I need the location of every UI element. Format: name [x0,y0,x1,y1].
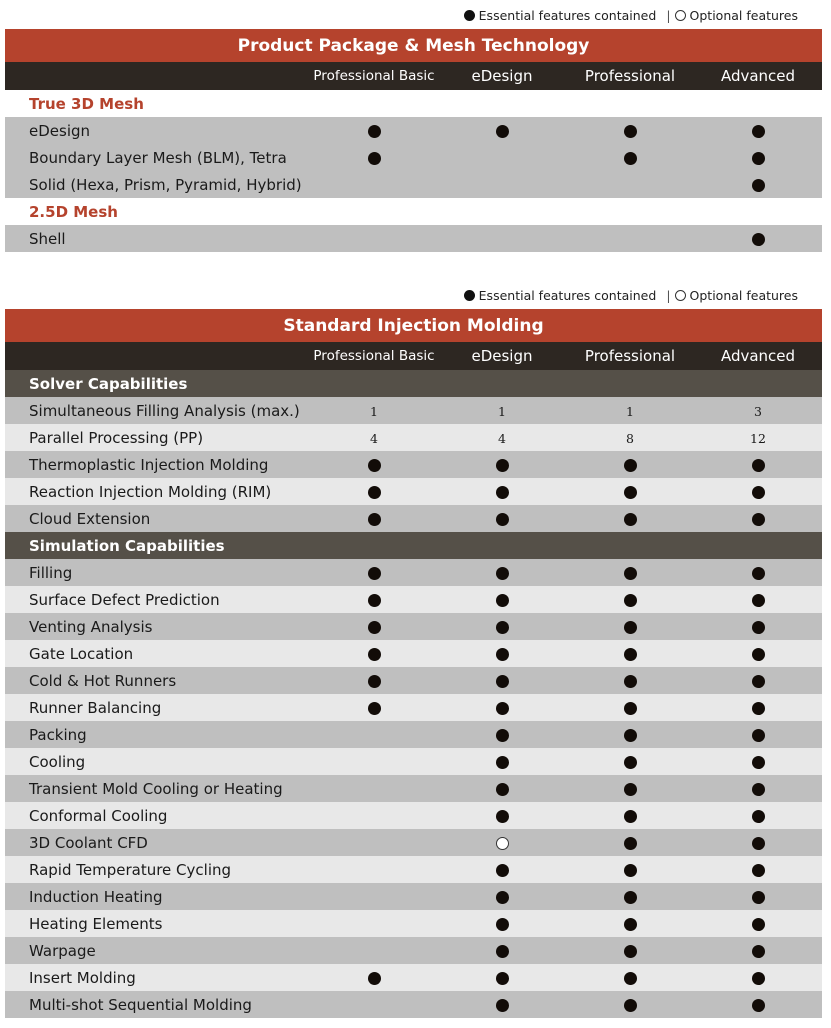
table-cell [694,229,822,248]
row-label: Reaction Injection Molding (RIM) [29,482,272,501]
filled-circle-icon [752,918,765,931]
filled-circle-icon [464,290,475,301]
filled-circle-icon [624,837,637,850]
table-cell [438,671,566,690]
table-cell [694,752,822,771]
table-cell [566,860,694,879]
table-cell [566,752,694,771]
cell-value: 3 [754,404,762,419]
table-cell [566,509,694,528]
filled-circle-icon [624,594,637,607]
filled-circle-icon [368,972,381,985]
row-label: Gate Location [29,644,134,663]
table-body [5,90,822,252]
table-cell [310,509,438,528]
table-cell [438,968,566,987]
filled-circle-icon [496,486,509,499]
table-cell [566,995,694,1014]
filled-circle-icon [368,702,381,715]
table-cell [566,941,694,960]
table-cell [694,121,822,140]
filled-circle-icon [368,152,381,165]
cell-value: 4 [498,431,506,446]
filled-circle-icon [752,864,765,877]
table-row [5,937,822,964]
table-cell [694,509,822,528]
table-cell [310,401,438,420]
cell-value: 1 [626,404,634,419]
table-row [5,397,822,424]
filled-circle-icon [496,972,509,985]
col-professional: Professional [584,67,676,85]
table-cell [438,563,566,582]
table-row [5,802,822,829]
table-row [5,856,822,883]
filled-circle-icon [496,513,509,526]
table-cell [694,779,822,798]
table-cell [566,887,694,906]
filled-circle-icon [368,648,381,661]
col-professional-basic: Professional Basic [313,348,435,364]
table-cell [566,968,694,987]
table-row [5,505,822,532]
table-cell [566,725,694,744]
filled-circle-icon [624,810,637,823]
legend-separator: | [666,287,671,303]
filled-circle-icon [624,567,637,580]
table-cell [694,148,822,167]
table-cell [438,860,566,879]
section-label: Simulation Capabilities [29,536,225,555]
table-row [5,721,822,748]
filled-circle-icon [496,675,509,688]
table-cell [438,121,566,140]
table-row [5,694,822,721]
empty-circle-icon [675,10,686,21]
row-label: Simultaneous Filling Analysis (max.) [29,401,300,420]
filled-circle-icon [496,756,509,769]
table-cell [694,671,822,690]
table-cell [438,752,566,771]
filled-circle-icon [752,233,765,246]
filled-circle-icon [496,918,509,931]
filled-circle-icon [368,459,381,472]
table-cell [694,175,822,194]
table-cell [438,914,566,933]
filled-circle-icon [624,891,637,904]
table-cell [694,455,822,474]
filled-circle-icon [624,783,637,796]
table-cell [438,779,566,798]
table-row [5,424,822,451]
table-cell [694,968,822,987]
table-cell [694,941,822,960]
row-label: Shell [29,229,66,248]
filled-circle-icon [368,594,381,607]
row-label: Warpage [29,941,96,960]
filled-circle-icon [496,702,509,715]
filled-circle-icon [368,621,381,634]
table-cell [310,455,438,474]
table-cell [694,563,822,582]
row-label: Packing [29,725,87,744]
row-label: Induction Heating [29,887,163,906]
filled-circle-icon [624,486,637,499]
row-label: Conformal Cooling [29,806,168,825]
legend-optional: Optional features [689,7,798,23]
filled-circle-icon [752,152,765,165]
filled-circle-icon [368,567,381,580]
table-title: Product Package & Mesh Technology [5,29,822,62]
filled-circle-icon [624,621,637,634]
table-cell [310,644,438,663]
filled-circle-icon [496,783,509,796]
table-cell [438,725,566,744]
row-label: Runner Balancing [29,698,162,717]
filled-circle-icon [496,459,509,472]
filled-circle-icon [752,891,765,904]
filled-circle-icon [624,702,637,715]
legend-middle [464,285,798,305]
filled-circle-icon [496,864,509,877]
filled-circle-icon [752,756,765,769]
filled-circle-icon [752,459,765,472]
filled-circle-icon [752,594,765,607]
row-label: Surface Defect Prediction [29,590,220,609]
table-cell [566,617,694,636]
table-cell [438,698,566,717]
row-label: Insert Molding [29,968,136,987]
filled-circle-icon [624,999,637,1012]
filled-circle-icon [752,729,765,742]
table-cell [310,968,438,987]
empty-circle-icon [675,290,686,301]
row-label: Transient Mold Cooling or Heating [29,779,283,798]
column-header-row [5,342,822,370]
filled-circle-icon [496,594,509,607]
row-label: Venting Analysis [29,617,153,636]
table-cell [694,833,822,852]
filled-circle-icon [752,179,765,192]
table-cell [694,914,822,933]
filled-circle-icon [496,621,509,634]
filled-circle-icon [496,891,509,904]
table-cell [438,401,566,420]
empty-circle-icon [496,837,509,850]
table-title: Standard Injection Molding [5,309,822,342]
filled-circle-icon [496,125,509,138]
table-cell [438,590,566,609]
filled-circle-icon [496,810,509,823]
table-cell [694,590,822,609]
table-body [5,370,822,1018]
table-cell [566,428,694,447]
table-cell [566,914,694,933]
filled-circle-icon [752,675,765,688]
filled-circle-icon [496,567,509,580]
row-label: 3D Coolant CFD [29,833,148,852]
table-cell [566,121,694,140]
filled-circle-icon [624,972,637,985]
table-cell [310,121,438,140]
filled-circle-icon [624,918,637,931]
table-cell [566,671,694,690]
row-label: Cloud Extension [29,509,151,528]
table-cell [438,428,566,447]
mesh-technology-table [5,29,822,252]
filled-circle-icon [752,702,765,715]
table-row [5,586,822,613]
table-cell [310,563,438,582]
cell-value: 8 [626,431,634,446]
legend-essential: Essential features contained [478,7,657,23]
table-row [5,117,822,144]
section-header [5,370,822,397]
filled-circle-icon [752,648,765,661]
filled-circle-icon [752,486,765,499]
filled-circle-icon [624,945,637,958]
table-cell [566,644,694,663]
filled-circle-icon [752,621,765,634]
injection-molding-table [5,309,822,1018]
table-cell [310,428,438,447]
section-label: 2.5D Mesh [29,202,118,221]
table-row [5,225,822,252]
filled-circle-icon [368,513,381,526]
table-row [5,171,822,198]
table-cell [694,995,822,1014]
section-header [5,198,822,225]
section-header [5,532,822,559]
table-cell [310,671,438,690]
col-edesign: eDesign [471,347,533,365]
table-cell [566,698,694,717]
table-cell [694,860,822,879]
filled-circle-icon [624,675,637,688]
legend-separator: | [666,7,671,23]
filled-circle-icon [752,999,765,1012]
table-row [5,640,822,667]
table-cell [566,401,694,420]
table-cell [566,482,694,501]
section-label: True 3D Mesh [29,94,144,113]
row-label: Heating Elements [29,914,163,933]
table-cell [566,779,694,798]
col-professional-basic: Professional Basic [313,68,435,84]
filled-circle-icon [496,945,509,958]
table-cell [694,698,822,717]
table-cell [566,806,694,825]
col-edesign: eDesign [471,67,533,85]
table-row [5,748,822,775]
row-label: eDesign [29,121,91,140]
row-label: Cooling [29,752,86,771]
table-row [5,144,822,171]
cell-value: 1 [370,404,378,419]
row-label: Filling [29,563,73,582]
cell-value: 1 [498,404,506,419]
filled-circle-icon [368,486,381,499]
filled-circle-icon [624,756,637,769]
table-cell [438,887,566,906]
table-cell [566,455,694,474]
legend-top [464,5,798,25]
legend-optional: Optional features [689,287,798,303]
filled-circle-icon [624,152,637,165]
table-cell [438,509,566,528]
table-cell [438,617,566,636]
section-header [5,90,822,117]
table-cell [694,725,822,744]
filled-circle-icon [624,459,637,472]
col-professional: Professional [584,347,676,365]
filled-circle-icon [496,648,509,661]
table-cell [310,590,438,609]
table-cell [566,148,694,167]
table-cell [438,995,566,1014]
filled-circle-icon [624,125,637,138]
table-row [5,559,822,586]
filled-circle-icon [752,125,765,138]
table-cell [694,644,822,663]
section-label: Solver Capabilities [29,374,188,393]
table-row [5,478,822,505]
row-label: Parallel Processing (PP) [29,428,204,447]
column-header-row [5,62,822,90]
filled-circle-icon [752,837,765,850]
table-cell [438,941,566,960]
row-label: Thermoplastic Injection Molding [29,455,269,474]
cell-value: 4 [370,431,378,446]
table-cell [694,806,822,825]
filled-circle-icon [624,729,637,742]
filled-circle-icon [752,567,765,580]
filled-circle-icon [752,972,765,985]
table-cell [566,590,694,609]
filled-circle-icon [496,999,509,1012]
table-cell [694,482,822,501]
table-row [5,667,822,694]
table-row [5,964,822,991]
filled-circle-icon [624,513,637,526]
col-advanced: Advanced [720,347,796,365]
table-cell [310,148,438,167]
filled-circle-icon [752,513,765,526]
filled-circle-icon [368,675,381,688]
cell-value: 12 [750,431,766,446]
row-label: Boundary Layer Mesh (BLM), Tetra [29,148,287,167]
table-cell [694,401,822,420]
table-row [5,910,822,937]
filled-circle-icon [496,729,509,742]
table-cell [438,833,566,852]
table-cell [694,428,822,447]
table-cell [694,887,822,906]
table-row [5,451,822,478]
table-cell [310,482,438,501]
table-row [5,883,822,910]
table-cell [438,482,566,501]
table-cell [438,455,566,474]
table-row [5,829,822,856]
table-cell [566,833,694,852]
filled-circle-icon [752,810,765,823]
table-cell [566,563,694,582]
row-label: Multi-shot Sequential Molding [29,995,252,1014]
table-row [5,991,822,1018]
table-cell [438,806,566,825]
table-cell [310,617,438,636]
row-label: Rapid Temperature Cycling [29,860,232,879]
filled-circle-icon [464,10,475,21]
filled-circle-icon [624,648,637,661]
row-label: Cold & Hot Runners [29,671,177,690]
col-advanced: Advanced [720,67,796,85]
row-label: Solid (Hexa, Prism, Pyramid, Hybrid) [29,175,302,194]
table-cell [310,698,438,717]
table-row [5,613,822,640]
table-row [5,775,822,802]
filled-circle-icon [368,125,381,138]
filled-circle-icon [752,945,765,958]
table-cell [694,617,822,636]
filled-circle-icon [624,864,637,877]
filled-circle-icon [752,783,765,796]
legend-essential: Essential features contained [478,287,657,303]
table-cell [438,644,566,663]
